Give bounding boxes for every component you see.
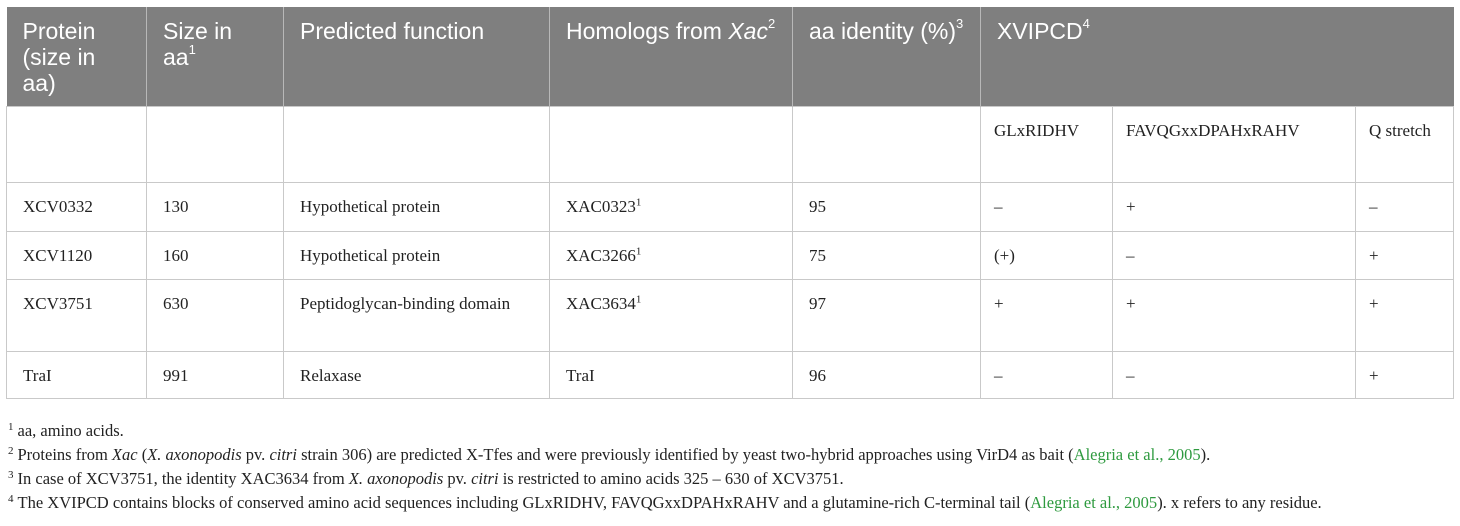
- cell-q-stretch: +: [1356, 231, 1454, 279]
- cell-identity: 97: [793, 279, 981, 351]
- footnotes: [8, 419, 1458, 515]
- cell-homolog: XAC3266$^1$: [550, 231, 793, 279]
- table-row: [7, 182, 1454, 231]
- cell-protein: XCV0332: [7, 182, 147, 231]
- cell-size: 630: [147, 279, 284, 351]
- empty-cell: [147, 106, 284, 182]
- cell-protein: TraI: [7, 351, 147, 398]
- col-header-size: Size in $aa^1$: [147, 7, 284, 106]
- cell-q-stretch: –: [1356, 182, 1454, 231]
- subheader-row: [7, 106, 1454, 182]
- table-row: [7, 231, 1454, 279]
- cell-glxridhv: +: [981, 279, 1113, 351]
- empty-cell: [284, 106, 550, 182]
- cell-protein: XCV3751: [7, 279, 147, 351]
- col-header-homologs: Homologs from Xac$^2$: [550, 7, 793, 106]
- citation-link[interactable]: Alegria et al., 2005: [1073, 445, 1201, 464]
- col-header-protein: Protein (size in aa): [7, 7, 147, 106]
- cell-glxridhv: –: [981, 182, 1113, 231]
- empty-cell: [793, 106, 981, 182]
- table-row: [7, 351, 1454, 398]
- footnote-ref: 1: [188, 42, 196, 58]
- col-header-xvipcd: XVIPCD$^4$: [981, 7, 1454, 106]
- subheader-q-stretch: Q stretch: [1356, 106, 1454, 182]
- cell-identity: 95: [793, 182, 981, 231]
- col-header-identity: aa identity (%)$^3$: [793, 7, 981, 106]
- empty-cell: [7, 106, 147, 182]
- footnote-4: $^4$ The XVIPCD contains blocks of conserved amino acid sequences including GLxRIDHV, FAVQGxxDPAHxRAHV and a glutamine-rich C-terminal tail (Alegria et al., 2005). x refers to any residue.: [8, 492, 1322, 512]
- cell-size: 991: [147, 351, 284, 398]
- cell-homolog: XAC3634$^1$: [550, 279, 793, 351]
- cell-favqg: +: [1113, 182, 1356, 231]
- cell-size: 130: [147, 182, 284, 231]
- cell-protein: XCV1120: [7, 231, 147, 279]
- footnote-ref: 2: [767, 16, 776, 32]
- footnote-1: $^1$ aa, amino acids.: [8, 420, 124, 440]
- table-row: [7, 279, 1454, 351]
- cell-identity: 96: [793, 351, 981, 398]
- cell-size: 160: [147, 231, 284, 279]
- footnote-ref: 4: [1082, 16, 1090, 32]
- data-table: [6, 7, 1454, 399]
- cell-identity: 75: [793, 231, 981, 279]
- footnote-2: $^2$ Proteins from Xac (X. axonopodis pv. citri strain 306) are predicted X-Tfes and were previously identified by yeast two-hybrid approaches using VirD4 as bait (Alegria et al., 2005).: [8, 444, 1211, 464]
- header-row: [7, 7, 1454, 106]
- cell-homolog: TraI: [550, 351, 793, 398]
- empty-cell: [550, 106, 793, 182]
- cell-favqg: –: [1113, 351, 1356, 398]
- cell-function: Peptidoglycan-binding domain: [284, 279, 550, 351]
- col-header-function: Predicted function: [284, 7, 550, 106]
- cell-glxridhv: –: [981, 351, 1113, 398]
- footnote-3: $^3$ In case of XCV3751, the identity XAC3634 from X. axonopodis pv. citri is restricted to amino acids 325 – 630 of XCV3751.: [8, 468, 844, 488]
- cell-function: Relaxase: [284, 351, 550, 398]
- subheader-favqg: FAVQGxxDPAHxRAHV: [1113, 106, 1356, 182]
- cell-function: Hypothetical protein: [284, 182, 550, 231]
- cell-function: Hypothetical protein: [284, 231, 550, 279]
- cell-favqg: –: [1113, 231, 1356, 279]
- citation-link[interactable]: Alegria et al., 2005: [1030, 493, 1158, 512]
- subheader-glxridhv: GLxRIDHV: [981, 106, 1113, 182]
- cell-q-stretch: +: [1356, 279, 1454, 351]
- cell-homolog: XAC0323$^1$: [550, 182, 793, 231]
- cell-favqg: +: [1113, 279, 1356, 351]
- cell-glxridhv: (+): [981, 231, 1113, 279]
- footnote-ref: 3: [956, 16, 964, 32]
- cell-q-stretch: +: [1356, 351, 1454, 398]
